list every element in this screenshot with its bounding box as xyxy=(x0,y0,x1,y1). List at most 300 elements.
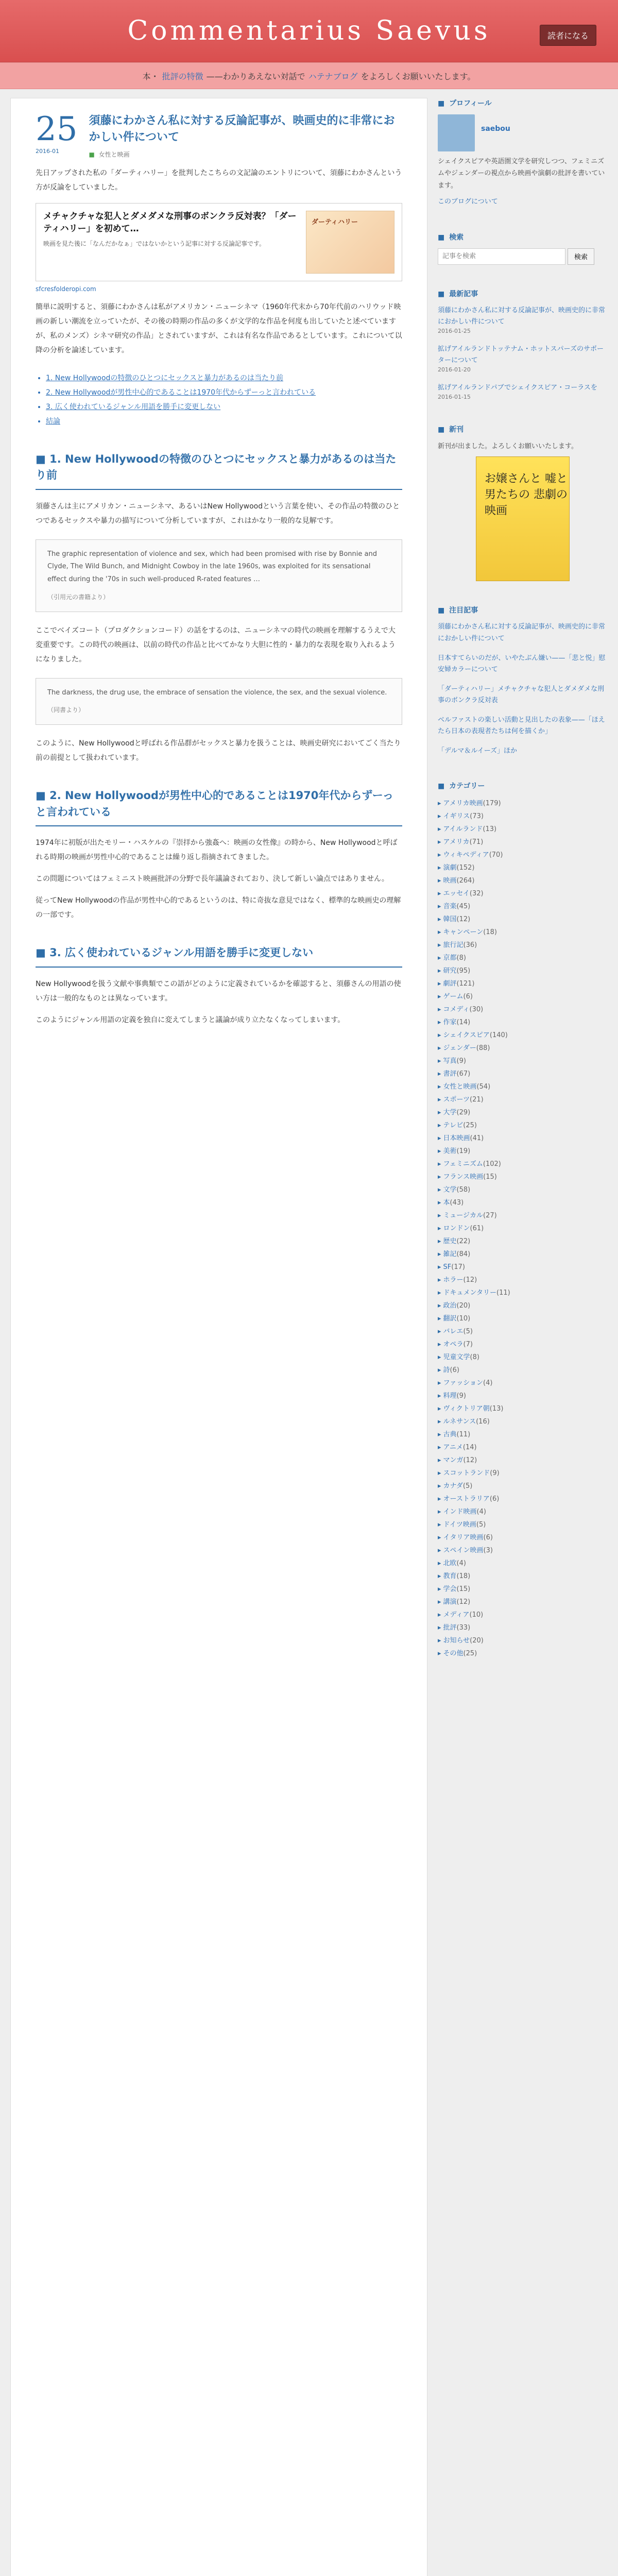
profile-module xyxy=(438,98,608,208)
category-name[interactable]: 教育 xyxy=(443,1572,457,1581)
category-item[interactable] xyxy=(438,1377,608,1389)
category-count: (30) xyxy=(469,1006,484,1014)
category-count: (36) xyxy=(463,941,477,950)
category-count: (29) xyxy=(456,1109,471,1117)
category-name[interactable]: 政治 xyxy=(443,1302,457,1310)
book-cover[interactable] xyxy=(476,456,570,581)
category-bullet-icon: ▸ xyxy=(438,1572,441,1581)
category-name[interactable]: エッセイ xyxy=(443,890,470,898)
category-count: (58) xyxy=(456,1186,471,1194)
section-heading-1 xyxy=(36,447,402,490)
category-name[interactable]: アメリカ映画 xyxy=(443,800,483,808)
category-count: (41) xyxy=(470,1134,484,1143)
category-name[interactable]: オペラ xyxy=(443,1341,464,1349)
category-name[interactable]: 児童文学 xyxy=(443,1353,470,1362)
category-name[interactable]: 作家 xyxy=(443,1019,457,1027)
category-item[interactable] xyxy=(438,1080,608,1093)
category-bullet-icon: ▸ xyxy=(438,1031,441,1040)
category-item[interactable] xyxy=(438,1531,608,1544)
category-bullet-icon: ▸ xyxy=(438,928,441,937)
category-name[interactable]: 映画 xyxy=(443,877,457,885)
category-bullet-icon: ▸ xyxy=(438,1418,441,1426)
category-item[interactable] xyxy=(438,1557,608,1570)
section-1-paragraph: ここでベイズコート（プロダクションコード）の話をするのは、ニューシネマの時代の映画を理解するうえで大変重要です。この時代の映画は、以前の時代の作品と比べてかなり大胆に性的・暴力的な表現を取り入れるようになりました。 xyxy=(36,626,396,664)
link-card-source[interactable]: sfcresfolderopi.com xyxy=(36,285,96,293)
category-name[interactable]: アニメ xyxy=(443,1444,463,1452)
profile-description: シェイクスピアや英語圏文学を研究しつつ、フェミニズムやジェンダーの視点から映画や演劇の批評を書いています。 xyxy=(438,158,605,190)
category-item[interactable] xyxy=(438,1544,608,1557)
category-name[interactable]: キャンペーン xyxy=(443,928,484,937)
subscribe-button[interactable]: 読者になる xyxy=(540,25,596,46)
category-item[interactable] xyxy=(438,1608,608,1621)
section-2-paragraph: 1974年に初版が出たモリー・ハスケルの『崇拝から強姦へ：映画の女性像』の時から、New Hollywoodと呼ばれる時期の映画が男性中心的であることは繰り返し指摘されてきました。 xyxy=(36,839,398,862)
category-name[interactable]: 書評 xyxy=(443,1070,457,1078)
category-bullet-icon: ▸ xyxy=(438,1019,441,1027)
category-name[interactable]: その他 xyxy=(443,1650,464,1658)
category-name[interactable]: アメリカ xyxy=(443,838,470,846)
category-name[interactable]: 女性と映画 xyxy=(443,1083,477,1091)
category-bullet-icon: ▸ xyxy=(438,1469,441,1478)
category-item[interactable] xyxy=(438,1441,608,1454)
category-count: (25) xyxy=(463,1122,477,1130)
category-bullet-icon: ▸ xyxy=(438,1392,441,1400)
blockquote-cite: （同書より） xyxy=(47,706,85,714)
category-bullet-icon: ▸ xyxy=(438,1238,441,1246)
category-bullet-icon: ▸ xyxy=(438,1585,441,1594)
category-item[interactable] xyxy=(438,1235,608,1248)
category-count: (10) xyxy=(469,1611,484,1619)
profile-name[interactable]: saebou xyxy=(481,125,510,133)
category-bullet-icon: ▸ xyxy=(438,1405,441,1413)
category-count: (20) xyxy=(456,1302,471,1310)
category-bullet-icon: ▸ xyxy=(438,1650,441,1658)
category-count: (4) xyxy=(476,1508,486,1516)
blockquote xyxy=(36,539,402,612)
category-item[interactable] xyxy=(438,1428,608,1441)
category-name[interactable]: スポーツ xyxy=(443,1096,470,1104)
featured-heading-text: 注目記事 xyxy=(449,606,478,615)
recent-posts-heading xyxy=(438,289,608,299)
category-name[interactable]: 批評 xyxy=(443,1624,457,1632)
category-item[interactable] xyxy=(438,1196,608,1209)
recent-post-link[interactable]: 拡げアイルランドトッテナム・ホットスパーズのサポーターについて xyxy=(438,345,604,364)
category-count: (13) xyxy=(483,825,497,834)
category-item[interactable] xyxy=(438,1042,608,1055)
book-module xyxy=(438,424,608,581)
category-name[interactable]: 古典 xyxy=(443,1431,457,1439)
book-text: 新刊が出ました。よろしくお願いいたします。 xyxy=(438,443,578,451)
category-name[interactable]: 翻訳 xyxy=(443,1315,457,1323)
category-bullet-icon: ▸ xyxy=(438,800,441,808)
category-count: (4) xyxy=(483,1379,493,1387)
category-bullet-icon: ▸ xyxy=(438,1212,441,1220)
category-name[interactable]: 詩 xyxy=(443,1366,450,1375)
categories-heading-text: カテゴリー xyxy=(449,782,485,791)
category-bullet-icon: ▸ xyxy=(438,1083,441,1091)
category-bullet-icon: ▸ xyxy=(438,1186,441,1194)
category-name[interactable]: フェミニズム xyxy=(443,1160,483,1168)
avatar[interactable] xyxy=(438,114,475,151)
category-name[interactable]: 美術 xyxy=(443,1147,457,1156)
category-item[interactable] xyxy=(438,1415,608,1428)
category-item[interactable] xyxy=(438,1338,608,1351)
recent-post-date: 2016-01-25 xyxy=(438,327,471,334)
recent-post-item xyxy=(438,382,608,400)
category-name[interactable]: ファッション xyxy=(443,1379,484,1387)
category-item[interactable] xyxy=(438,1325,608,1338)
category-bullet-icon: ▸ xyxy=(438,838,441,846)
category-count: (12) xyxy=(456,916,471,924)
category-item[interactable] xyxy=(438,1351,608,1364)
category-bullet-icon: ▸ xyxy=(438,1521,441,1529)
category-item[interactable] xyxy=(438,952,608,964)
category-bullet-icon: ▸ xyxy=(438,1057,441,1065)
heading-bullet-icon: ■ xyxy=(36,946,46,959)
category-item[interactable] xyxy=(438,1158,608,1171)
category-name[interactable]: 日本映画 xyxy=(443,1134,470,1143)
category-count: (71) xyxy=(469,838,484,846)
category-name[interactable]: 本 xyxy=(443,1199,450,1207)
category-item[interactable] xyxy=(438,1364,608,1377)
category-list xyxy=(438,797,608,1660)
category-count: (12) xyxy=(463,1456,477,1465)
category-bullet-icon: ▸ xyxy=(438,1611,441,1619)
recent-post-date: 2016-01-15 xyxy=(438,394,471,401)
category-name[interactable]: ゲーム xyxy=(443,993,464,1001)
category-name[interactable]: 京都 xyxy=(443,954,457,962)
search-heading xyxy=(438,232,608,242)
sidebar xyxy=(438,98,608,2576)
category-count: (5) xyxy=(463,1328,473,1336)
category-name[interactable]: 旅行記 xyxy=(443,941,464,950)
category-item[interactable] xyxy=(438,1183,608,1196)
category-count: (10) xyxy=(456,1315,471,1323)
category-item[interactable] xyxy=(438,1596,608,1608)
category-count: (43) xyxy=(450,1199,464,1207)
category-bullet-icon: ▸ xyxy=(438,890,441,898)
category-count: (264) xyxy=(456,877,475,885)
category-item[interactable] xyxy=(438,1119,608,1132)
post-title[interactable]: 須藤にわかさん私に対する反論記事が、映画史的に非常におかしい件について xyxy=(89,114,395,144)
category-name[interactable]: 写真 xyxy=(443,1057,457,1065)
category-count: (32) xyxy=(469,890,484,898)
category-item[interactable] xyxy=(438,1029,608,1042)
category-item[interactable] xyxy=(438,913,608,926)
link-card[interactable] xyxy=(36,203,402,281)
category-count: (21) xyxy=(470,1096,484,1104)
category-bullet-icon: ▸ xyxy=(438,967,441,975)
toc-item[interactable]: • 結論 xyxy=(46,414,402,429)
category-name[interactable]: インド映画 xyxy=(443,1508,477,1516)
notice-prefix: 本・ xyxy=(142,71,159,81)
featured-link[interactable]: 日本すてらいのだが、いやたぶん嫌い——「悲と悦」慰安婦カラーについて xyxy=(438,654,606,673)
recent-post-link[interactable]: 拡げアイルランドパブでシェイクスピア・コーラスを xyxy=(438,383,597,392)
search-input[interactable] xyxy=(438,248,565,265)
recent-post-link[interactable]: 須藤にわかさん私に対する反論記事が、映画史的に非常におかしい件について xyxy=(438,306,606,326)
category-count: (15) xyxy=(456,1585,471,1594)
category-bullet-icon: ▸ xyxy=(438,1379,441,1387)
category-item[interactable] xyxy=(438,1248,608,1261)
category-item[interactable] xyxy=(438,874,608,887)
category-bullet-icon: ▸ xyxy=(438,851,441,859)
category-item[interactable] xyxy=(438,1634,608,1647)
toc-item[interactable]: • 1. New Hollywoodの特徴のひとつにセックスと暴力があるのは当たり前 xyxy=(46,371,402,385)
category-item[interactable] xyxy=(438,990,608,1003)
recent-post-item xyxy=(438,305,608,334)
heading-bullet-icon: ■ xyxy=(36,452,46,465)
category-item[interactable] xyxy=(438,1480,608,1493)
category-item[interactable] xyxy=(438,1518,608,1531)
category-item[interactable] xyxy=(438,1274,608,1286)
category-item[interactable] xyxy=(438,1067,608,1080)
category-item[interactable] xyxy=(438,887,608,900)
section-3-paragraph: New Hollywoodを扱う文献や事典類でこの語がどのように定義されているかを確認すると、須藤さんの用語の使い方は一般的なものとは異なっています。 xyxy=(36,979,401,1003)
category-item[interactable] xyxy=(438,1286,608,1299)
search-button[interactable]: 検索 xyxy=(568,248,594,265)
category-bullet-icon: ▸ xyxy=(438,1225,441,1233)
category-item[interactable] xyxy=(438,1493,608,1505)
category-count: (14) xyxy=(462,1444,477,1452)
category-name[interactable]: アイルランド xyxy=(443,825,483,834)
main-article xyxy=(10,98,427,2576)
category-item[interactable] xyxy=(438,900,608,913)
category-item[interactable] xyxy=(438,861,608,874)
profile-heading xyxy=(438,98,608,108)
category-bullet-icon: ▸ xyxy=(438,864,441,872)
featured-link[interactable]: ベルファストの楽しい活動と見出したの表象——「ほえたら日本の表現者たちは何を描くか」 xyxy=(438,716,605,736)
category-count: (73) xyxy=(470,812,484,821)
category-item[interactable] xyxy=(438,1505,608,1518)
category-name[interactable]: 講演 xyxy=(443,1598,457,1606)
category-item[interactable] xyxy=(438,836,608,849)
category-bullet-icon: ▸ xyxy=(438,1147,441,1156)
category-bullet-icon: ▸ xyxy=(438,1044,441,1053)
category-name[interactable]: カナダ xyxy=(443,1482,463,1490)
category-item[interactable] xyxy=(438,1222,608,1235)
notice-bar xyxy=(0,62,618,89)
notice-suffix: をよろしくお願いいたします。 xyxy=(360,71,476,81)
category-name[interactable]: シェイクスピア xyxy=(443,1031,490,1040)
heading-bullet-icon: ■ xyxy=(438,290,445,298)
category-item[interactable] xyxy=(438,1093,608,1106)
category-bullet-icon: ▸ xyxy=(438,1109,441,1117)
category-item[interactable] xyxy=(438,1209,608,1222)
category-item[interactable] xyxy=(438,1402,608,1415)
category-count: (84) xyxy=(456,1250,471,1259)
section-heading-2-text: 2. New Hollywoodが男性中心的であることは1970年代からずーっと言われている xyxy=(36,789,393,818)
category-item[interactable] xyxy=(438,939,608,952)
featured-link[interactable]: 「ダーティハリー」メチャクチャな犯人とダメダメな刑事のボンクラ反対表 xyxy=(438,685,605,704)
link-card-title[interactable]: メチャクチャな犯人とダメダメな刑事のボンクラ反対表？「ダーティハリー」を初めて… xyxy=(43,211,297,234)
category-count: (25) xyxy=(463,1650,477,1658)
category-count: (8) xyxy=(470,1353,479,1362)
category-name[interactable]: ウィキペディア xyxy=(443,851,489,859)
category-bullet-icon: ▸ xyxy=(438,825,441,834)
category-name[interactable]: 劇評 xyxy=(443,980,457,988)
featured-module xyxy=(438,605,608,757)
category-item[interactable] xyxy=(438,1570,608,1583)
category-count: (3) xyxy=(483,1547,493,1555)
intro-paragraph: 先日アップされた私の「ダーティハリー」を批判したこちらの文記論のエントリについて、須藤にわかさんという方が反論をしていました。 xyxy=(36,168,402,192)
section-2-paragraph: この問題についてはフェミニスト映画批評の分野で長年議論されており、決して新しい論点ではありません。 xyxy=(36,875,389,884)
link-card-image[interactable] xyxy=(306,211,394,274)
category-item[interactable] xyxy=(438,1132,608,1145)
heading-bullet-icon: ■ xyxy=(36,789,46,802)
category-item[interactable] xyxy=(438,1467,608,1480)
category-name[interactable]: ホラー xyxy=(443,1276,464,1284)
category-name[interactable]: オーストラリア xyxy=(443,1495,490,1503)
category-count: (6) xyxy=(483,1534,493,1542)
category-bullet-icon: ▸ xyxy=(438,1508,441,1516)
category-item[interactable] xyxy=(438,1145,608,1158)
category-item[interactable] xyxy=(438,1299,608,1312)
category-count: (12) xyxy=(456,1598,471,1606)
category-name[interactable]: ジェンダー xyxy=(443,1044,476,1053)
category-item[interactable] xyxy=(438,823,608,836)
heading-bullet-icon: ■ xyxy=(438,426,445,434)
featured-link[interactable]: 「デルマ＆ルイーズ」ほか xyxy=(438,747,518,755)
category-name[interactable]: イタリア映画 xyxy=(443,1534,484,1542)
category-bullet-icon: ▸ xyxy=(438,1534,441,1542)
category-name[interactable]: スペイン映画 xyxy=(443,1547,484,1555)
category-bullet-icon: ▸ xyxy=(438,916,441,924)
category-count: (14) xyxy=(456,1019,471,1027)
profile-about-link[interactable]: このブログについて xyxy=(438,198,498,206)
category-item[interactable] xyxy=(438,1583,608,1596)
category-bullet-icon: ▸ xyxy=(438,1482,441,1490)
search-module xyxy=(438,232,608,265)
category-item[interactable] xyxy=(438,977,608,990)
category-name[interactable]: 雑記 xyxy=(443,1250,457,1259)
category-name[interactable]: スコットランド xyxy=(443,1469,490,1478)
notice-link-2[interactable]: ハテナブログ xyxy=(308,71,358,81)
category-bullet-icon: ▸ xyxy=(438,1456,441,1465)
section-heading-2 xyxy=(36,784,402,826)
category-item[interactable] xyxy=(438,1106,608,1119)
category-bullet-icon: ▸ xyxy=(438,903,441,911)
category-bullet-icon: ▸ xyxy=(438,941,441,950)
category-item[interactable] xyxy=(438,1454,608,1467)
category-bullet-icon: ▸ xyxy=(438,1560,441,1568)
category-item[interactable] xyxy=(438,1261,608,1274)
featured-heading xyxy=(438,605,608,615)
category-bullet-icon: ▸ xyxy=(438,954,441,962)
category-bullet-icon: ▸ xyxy=(438,1495,441,1503)
category-item[interactable] xyxy=(438,1312,608,1325)
category-name[interactable]: バレエ xyxy=(443,1328,464,1336)
category-bullet-icon: ▸ xyxy=(438,1328,441,1336)
category-item[interactable] xyxy=(438,1016,608,1029)
category-item[interactable] xyxy=(438,810,608,823)
category-item[interactable] xyxy=(438,964,608,977)
post-date xyxy=(36,110,78,155)
category-name[interactable]: マンガ xyxy=(443,1456,464,1465)
category-bullet-icon: ▸ xyxy=(438,1006,441,1014)
category-name[interactable]: SF xyxy=(443,1263,452,1272)
category-count: (18) xyxy=(483,928,497,937)
notice-link-1[interactable]: 批評の特徴 xyxy=(162,71,203,81)
category-name[interactable]: 学会 xyxy=(443,1585,457,1594)
category-bullet-icon: ▸ xyxy=(438,1276,441,1284)
category-name[interactable]: 北欧 xyxy=(443,1560,457,1568)
category-count: (6) xyxy=(450,1366,459,1375)
category-name[interactable]: 研究 xyxy=(443,967,457,975)
category-name[interactable]: 大学 xyxy=(443,1109,457,1117)
category-name[interactable]: ドイツ映画 xyxy=(443,1521,476,1529)
post-header xyxy=(36,110,402,159)
section-heading-1-text: 1. New Hollywoodの特徴のひとつにセックスと暴力があるのは当たり前 xyxy=(36,452,397,482)
book-heading xyxy=(438,424,608,434)
category-name[interactable]: お知らせ xyxy=(443,1637,470,1645)
section-3-paragraph: このようにジャンル用語の定義を独自に変えてしまうと議論が成り立たなくなってしまいます。 xyxy=(36,1015,345,1024)
section-2-paragraph: 従ってNew Hollywoodの作品が男性中心的であるというのは、特に奇抜な意見ではなく、標準的な映画史の理解の一部です。 xyxy=(36,896,401,920)
category-item[interactable] xyxy=(438,1055,608,1067)
category-name[interactable]: フランス映画 xyxy=(443,1173,484,1181)
post-tag[interactable] xyxy=(89,150,402,159)
category-name[interactable]: 演劇 xyxy=(443,864,457,872)
category-count: (11) xyxy=(496,1289,510,1297)
category-bullet-icon: ▸ xyxy=(438,993,441,1001)
category-bullet-icon: ▸ xyxy=(438,1366,441,1375)
category-name[interactable]: 料理 xyxy=(443,1392,457,1400)
category-name[interactable]: ロンドン xyxy=(443,1225,470,1233)
category-item[interactable] xyxy=(438,1389,608,1402)
category-name[interactable]: ドキュメンタリー xyxy=(443,1289,497,1297)
category-name[interactable]: メディア xyxy=(443,1611,470,1619)
category-item[interactable] xyxy=(438,1621,608,1634)
category-count: (7) xyxy=(463,1341,473,1349)
category-count: (140) xyxy=(489,1031,508,1040)
section-heading-3 xyxy=(36,941,402,968)
category-count: (179) xyxy=(483,800,501,808)
toc-item[interactable]: • 2. New Hollywoodが男性中心的であることは1970年代からずーっと言われている xyxy=(46,385,402,400)
category-item[interactable] xyxy=(438,1647,608,1660)
category-bullet-icon: ▸ xyxy=(438,1250,441,1259)
section-1-paragraph: 須藤さんは主にアメリカン・ニューシネマ、あるいはNew Hollywoodという言葉を使い、その作品の特徴のひとつであるセックスや暴力の描写について分析していますが、これはかなり一般的な見解です。 xyxy=(36,502,400,525)
blockquote-cite: （引用元の書籍より） xyxy=(47,593,110,601)
category-name[interactable]: ミュージカル xyxy=(443,1212,484,1220)
category-name[interactable]: テレビ xyxy=(443,1122,464,1130)
category-name[interactable]: 文学 xyxy=(443,1186,457,1194)
category-name[interactable]: ルネサンス xyxy=(443,1418,476,1426)
post-tag-label[interactable]: 女性と映画 xyxy=(98,150,130,158)
category-name[interactable]: 韓国 xyxy=(443,916,457,924)
category-count: (17) xyxy=(451,1263,465,1272)
category-item[interactable] xyxy=(438,1003,608,1016)
toc-item[interactable]: • 3. 広く使われているジャンル用語を勝手に変更しない xyxy=(46,400,402,414)
site-title[interactable]: Commentarius Saevus xyxy=(127,15,491,46)
search-heading-text: 検索 xyxy=(449,233,464,242)
category-name[interactable]: コメディ xyxy=(443,1006,470,1014)
category-name[interactable]: イギリス xyxy=(443,812,470,821)
category-name[interactable]: 音楽 xyxy=(443,903,457,911)
category-item[interactable] xyxy=(438,926,608,939)
category-count: (33) xyxy=(456,1624,471,1632)
category-count: (54) xyxy=(476,1083,491,1091)
featured-link[interactable]: 須藤にわかさん私に対する反論記事が、映画史的に非常におかしい件について xyxy=(438,623,606,642)
category-item[interactable] xyxy=(438,849,608,861)
category-count: (61) xyxy=(470,1225,484,1233)
category-item[interactable] xyxy=(438,797,608,810)
category-name[interactable]: 歴史 xyxy=(443,1238,457,1246)
category-count: (4) xyxy=(456,1560,466,1568)
category-count: (70) xyxy=(489,851,503,859)
category-bullet-icon: ▸ xyxy=(438,1263,441,1272)
category-bullet-icon: ▸ xyxy=(438,1070,441,1078)
category-count: (13) xyxy=(489,1405,504,1413)
category-item[interactable] xyxy=(438,1171,608,1183)
category-name[interactable]: ヴィクトリア朝 xyxy=(443,1405,490,1413)
